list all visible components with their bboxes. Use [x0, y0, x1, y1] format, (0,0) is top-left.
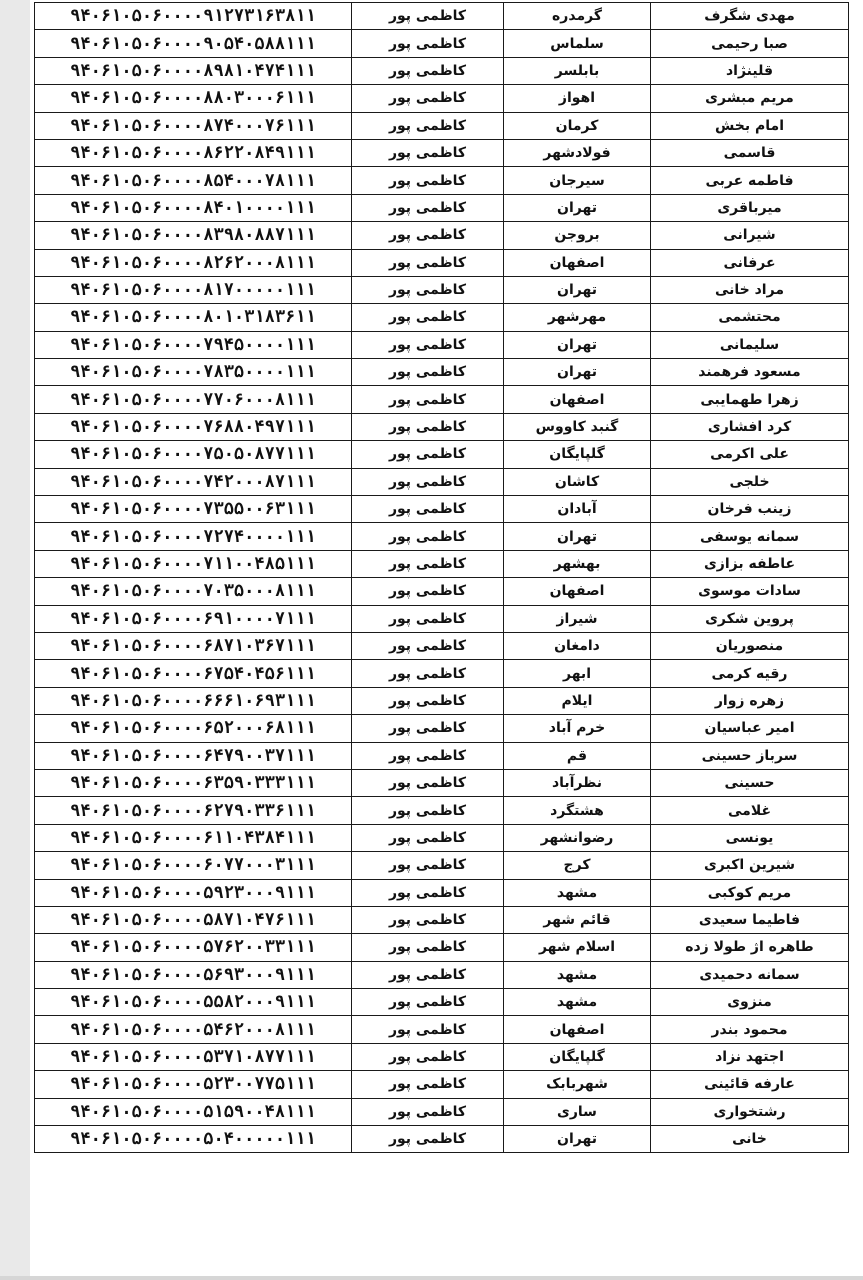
city-cell: گرمدره	[504, 3, 651, 30]
name-cell: سرباز حسینی	[651, 742, 849, 769]
name-cell: قلینژاد	[651, 57, 849, 84]
table-row	[35, 523, 849, 550]
table-row	[35, 578, 849, 605]
name-cell: سادات موسوی	[651, 578, 849, 605]
surname-cell: کاظمی پور	[352, 879, 504, 906]
iban-cell: ۹۴۰۶۱۰۵۰۶۰۰۰۰۶۲۷۹۰۳۳۶۱۱۱	[35, 797, 352, 824]
surname-cell: کاظمی پور	[352, 112, 504, 139]
surname-cell: کاظمی پور	[352, 496, 504, 523]
name-cell: زهرا طهمایبی	[651, 386, 849, 413]
iban-cell: ۹۴۰۶۱۰۵۰۶۰۰۰۰۷۲۷۴۰۰۰۰۱۱۱	[35, 523, 352, 550]
iban-cell: ۹۴۰۶۱۰۵۰۶۰۰۰۰۷۷۰۶۰۰۰۸۱۱۱	[35, 386, 352, 413]
iban-table	[34, 2, 849, 1153]
surname-cell: کاظمی پور	[352, 1043, 504, 1070]
table-row	[35, 660, 849, 687]
city-cell: تهران	[504, 331, 651, 358]
table-body	[35, 3, 849, 1153]
table-row	[35, 715, 849, 742]
surname-cell: کاظمی پور	[352, 769, 504, 796]
name-cell: عرفانی	[651, 249, 849, 276]
city-cell: گلپایگان	[504, 441, 651, 468]
surname-cell: کاظمی پور	[352, 30, 504, 57]
iban-cell: ۹۴۰۶۱۰۵۰۶۰۰۰۰۸۸۰۳۰۰۰۶۱۱۱	[35, 85, 352, 112]
table-row	[35, 441, 849, 468]
iban-cell: ۹۴۰۶۱۰۵۰۶۰۰۰۰۶۶۶۱۰۶۹۳۱۱۱	[35, 687, 352, 714]
name-cell: منصوریان	[651, 632, 849, 659]
surname-cell: کاظمی پور	[352, 139, 504, 166]
table-row	[35, 57, 849, 84]
city-cell: شیراز	[504, 605, 651, 632]
name-cell: رقیه کرمی	[651, 660, 849, 687]
table-row	[35, 605, 849, 632]
name-cell: طاهره اژ طولا زده	[651, 934, 849, 961]
city-cell: مشهد	[504, 961, 651, 988]
left-margin	[0, 0, 30, 1280]
city-cell: آبادان	[504, 496, 651, 523]
page-bottom-edge	[0, 1276, 863, 1280]
name-cell: زهره زوار	[651, 687, 849, 714]
iban-cell: ۹۴۰۶۱۰۵۰۶۰۰۰۰۵۵۸۲۰۰۰۹۱۱۱	[35, 989, 352, 1016]
iban-cell: ۹۴۰۶۱۰۵۰۶۰۰۰۰۶۹۱۰۰۰۰۷۱۱۱	[35, 605, 352, 632]
table-row	[35, 550, 849, 577]
surname-cell: کاظمی پور	[352, 1126, 504, 1153]
surname-cell: کاظمی پور	[352, 1098, 504, 1125]
city-cell: مهرشهر	[504, 304, 651, 331]
iban-cell: ۹۴۰۶۱۰۵۰۶۰۰۰۰۶۵۲۰۰۰۶۸۱۱۱	[35, 715, 352, 742]
table-row	[35, 222, 849, 249]
table-row	[35, 3, 849, 30]
name-cell: مریم مبشری	[651, 85, 849, 112]
table-row	[35, 331, 849, 358]
city-cell: گلپایگان	[504, 1043, 651, 1070]
iban-cell: ۹۴۰۶۱۰۵۰۶۰۰۰۰۵۹۲۳۰۰۰۹۱۱۱	[35, 879, 352, 906]
city-cell: تهران	[504, 359, 651, 386]
surname-cell: کاظمی پور	[352, 934, 504, 961]
city-cell: اصفهان	[504, 578, 651, 605]
table-row	[35, 632, 849, 659]
surname-cell: کاظمی پور	[352, 578, 504, 605]
iban-cell: ۹۴۰۶۱۰۵۰۶۰۰۰۰۸۱۷۰۰۰۰۰۱۱۱	[35, 276, 352, 303]
city-cell: اصفهان	[504, 1016, 651, 1043]
table-row	[35, 1043, 849, 1070]
name-cell: کرد افشاری	[651, 413, 849, 440]
city-cell: تهران	[504, 523, 651, 550]
surname-cell: کاظمی پور	[352, 660, 504, 687]
surname-cell: کاظمی پور	[352, 906, 504, 933]
city-cell: ابهر	[504, 660, 651, 687]
table-row	[35, 30, 849, 57]
surname-cell: کاظمی پور	[352, 3, 504, 30]
city-cell: مشهد	[504, 989, 651, 1016]
iban-cell: ۹۴۰۶۱۰۵۰۶۰۰۰۰۵۱۵۹۰۰۴۸۱۱۱	[35, 1098, 352, 1125]
city-cell: سیرجان	[504, 167, 651, 194]
document-page	[34, 0, 856, 1276]
surname-cell: کاظمی پور	[352, 687, 504, 714]
name-cell: مهدی شگرف	[651, 3, 849, 30]
name-cell: منزوی	[651, 989, 849, 1016]
name-cell: غلامی	[651, 797, 849, 824]
surname-cell: کاظمی پور	[352, 550, 504, 577]
city-cell: نظرآباد	[504, 769, 651, 796]
name-cell: مراد خانی	[651, 276, 849, 303]
iban-cell: ۹۴۰۶۱۰۵۰۶۰۰۰۰۷۳۵۵۰۰۶۳۱۱۱	[35, 496, 352, 523]
surname-cell: کاظمی پور	[352, 331, 504, 358]
table-row	[35, 906, 849, 933]
iban-cell: ۹۴۰۶۱۰۵۰۶۰۰۰۰۵۰۴۰۰۰۰۰۱۱۱	[35, 1126, 352, 1153]
city-cell: کرج	[504, 852, 651, 879]
name-cell: صبا رحیمی	[651, 30, 849, 57]
iban-cell: ۹۴۰۶۱۰۵۰۶۰۰۰۰۵۷۶۲۰۰۳۳۱۱۱	[35, 934, 352, 961]
name-cell: سلیمانی	[651, 331, 849, 358]
name-cell: فاطمه عربی	[651, 167, 849, 194]
name-cell: اجتهد نزاد	[651, 1043, 849, 1070]
name-cell: علی اکرمی	[651, 441, 849, 468]
surname-cell: کاظمی پور	[352, 605, 504, 632]
table-row	[35, 1016, 849, 1043]
table-row	[35, 386, 849, 413]
city-cell: کرمان	[504, 112, 651, 139]
city-cell: سلماس	[504, 30, 651, 57]
city-cell: اصفهان	[504, 249, 651, 276]
iban-cell: ۹۴۰۶۱۰۵۰۶۰۰۰۰۷۱۱۰۰۴۸۵۱۱۱	[35, 550, 352, 577]
surname-cell: کاظمی پور	[352, 222, 504, 249]
city-cell: خرم آباد	[504, 715, 651, 742]
city-cell: قائم شهر	[504, 906, 651, 933]
city-cell: اسلام شهر	[504, 934, 651, 961]
name-cell: عاطفه بزازی	[651, 550, 849, 577]
city-cell: شهربابک	[504, 1071, 651, 1098]
table-row	[35, 852, 849, 879]
iban-cell: ۹۴۰۶۱۰۵۰۶۰۰۰۰۹۰۵۴۰۵۸۸۱۱۱	[35, 30, 352, 57]
name-cell: امام بخش	[651, 112, 849, 139]
name-cell: پروین شکری	[651, 605, 849, 632]
city-cell: بابلسر	[504, 57, 651, 84]
iban-cell: ۹۴۰۶۱۰۵۰۶۰۰۰۰۶۱۱۰۴۳۸۴۱۱۱	[35, 824, 352, 851]
name-cell: مریم کوکبی	[651, 879, 849, 906]
iban-cell: ۹۴۰۶۱۰۵۰۶۰۰۰۰۸۷۴۰۰۰۷۶۱۱۱	[35, 112, 352, 139]
name-cell: محمود بندر	[651, 1016, 849, 1043]
surname-cell: کاظمی پور	[352, 715, 504, 742]
iban-cell: ۹۴۰۶۱۰۵۰۶۰۰۰۰۶۴۷۹۰۰۳۷۱۱۱	[35, 742, 352, 769]
name-cell: حسینی	[651, 769, 849, 796]
table-row	[35, 112, 849, 139]
table-row	[35, 85, 849, 112]
surname-cell: کاظمی پور	[352, 797, 504, 824]
table-row	[35, 989, 849, 1016]
table-row	[35, 194, 849, 221]
city-cell: تهران	[504, 194, 651, 221]
surname-cell: کاظمی پور	[352, 1071, 504, 1098]
city-cell: کاشان	[504, 468, 651, 495]
iban-cell: ۹۴۰۶۱۰۵۰۶۰۰۰۰۵۶۹۳۰۰۰۹۱۱۱	[35, 961, 352, 988]
table-row	[35, 249, 849, 276]
surname-cell: کاظمی پور	[352, 468, 504, 495]
iban-cell: ۹۴۰۶۱۰۵۰۶۰۰۰۰۸۹۸۱۰۴۷۴۱۱۱	[35, 57, 352, 84]
name-cell: زینب فرخان	[651, 496, 849, 523]
city-cell: ایلام	[504, 687, 651, 714]
table-row	[35, 879, 849, 906]
iban-cell: ۹۴۰۶۱۰۵۰۶۰۰۰۰۶۳۵۹۰۳۳۳۱۱۱	[35, 769, 352, 796]
name-cell: عارفه قائینی	[651, 1071, 849, 1098]
surname-cell: کاظمی پور	[352, 249, 504, 276]
iban-cell: ۹۴۰۶۱۰۵۰۶۰۰۰۰۵۳۷۱۰۸۷۷۱۱۱	[35, 1043, 352, 1070]
name-cell: خانی	[651, 1126, 849, 1153]
table-row	[35, 276, 849, 303]
name-cell: سمانه یوسفی	[651, 523, 849, 550]
surname-cell: کاظمی پور	[352, 194, 504, 221]
name-cell: میرباقری	[651, 194, 849, 221]
city-cell: تهران	[504, 276, 651, 303]
surname-cell: کاظمی پور	[352, 359, 504, 386]
surname-cell: کاظمی پور	[352, 85, 504, 112]
table-row	[35, 413, 849, 440]
iban-cell: ۹۴۰۶۱۰۵۰۶۰۰۰۰۹۱۲۷۳۱۶۳۸۱۱	[35, 3, 352, 30]
name-cell: رشتخواری	[651, 1098, 849, 1125]
iban-cell: ۹۴۰۶۱۰۵۰۶۰۰۰۰۶۷۵۴۰۴۵۶۱۱۱	[35, 660, 352, 687]
surname-cell: کاظمی پور	[352, 523, 504, 550]
iban-cell: ۹۴۰۶۱۰۵۰۶۰۰۰۰۷۹۴۵۰۰۰۰۱۱۱	[35, 331, 352, 358]
iban-cell: ۹۴۰۶۱۰۵۰۶۰۰۰۰۵۴۶۲۰۰۰۸۱۱۱	[35, 1016, 352, 1043]
name-cell: شیرانی	[651, 222, 849, 249]
iban-cell: ۹۴۰۶۱۰۵۰۶۰۰۰۰۸۰۱۰۳۱۸۳۶۱۱	[35, 304, 352, 331]
surname-cell: کاظمی پور	[352, 1016, 504, 1043]
name-cell: یونسی	[651, 824, 849, 851]
surname-cell: کاظمی پور	[352, 413, 504, 440]
city-cell: بهشهر	[504, 550, 651, 577]
name-cell: مسعود فرهمند	[651, 359, 849, 386]
iban-cell: ۹۴۰۶۱۰۵۰۶۰۰۰۰۶۸۷۱۰۳۶۷۱۱۱	[35, 632, 352, 659]
surname-cell: کاظمی پور	[352, 742, 504, 769]
city-cell: اهواز	[504, 85, 651, 112]
table-row	[35, 769, 849, 796]
table-row	[35, 468, 849, 495]
iban-cell: ۹۴۰۶۱۰۵۰۶۰۰۰۰۷۵۰۵۰۸۷۷۱۱۱	[35, 441, 352, 468]
city-cell: هشتگرد	[504, 797, 651, 824]
iban-cell: ۹۴۰۶۱۰۵۰۶۰۰۰۰۸۶۲۲۰۸۴۹۱۱۱	[35, 139, 352, 166]
iban-cell: ۹۴۰۶۱۰۵۰۶۰۰۰۰۸۵۴۰۰۰۷۸۱۱۱	[35, 167, 352, 194]
table-row	[35, 1126, 849, 1153]
table-row	[35, 742, 849, 769]
iban-cell: ۹۴۰۶۱۰۵۰۶۰۰۰۰۷۰۳۵۰۰۰۸۱۱۱	[35, 578, 352, 605]
table-row	[35, 304, 849, 331]
table-row	[35, 496, 849, 523]
name-cell: محتشمی	[651, 304, 849, 331]
surname-cell: کاظمی پور	[352, 852, 504, 879]
city-cell: فولادشهر	[504, 139, 651, 166]
table-row	[35, 167, 849, 194]
table-row	[35, 1071, 849, 1098]
table-row	[35, 824, 849, 851]
iban-cell: ۹۴۰۶۱۰۵۰۶۰۰۰۰۸۴۰۱۰۰۰۰۱۱۱	[35, 194, 352, 221]
table-row	[35, 1098, 849, 1125]
table-row	[35, 359, 849, 386]
iban-cell: ۹۴۰۶۱۰۵۰۶۰۰۰۰۵۲۳۰۰۷۷۵۱۱۱	[35, 1071, 352, 1098]
surname-cell: کاظمی پور	[352, 824, 504, 851]
surname-cell: کاظمی پور	[352, 276, 504, 303]
city-cell: مشهد	[504, 879, 651, 906]
name-cell: قاسمی	[651, 139, 849, 166]
name-cell: فاطیما سعیدی	[651, 906, 849, 933]
surname-cell: کاظمی پور	[352, 304, 504, 331]
iban-cell: ۹۴۰۶۱۰۵۰۶۰۰۰۰۸۲۶۲۰۰۰۸۱۱۱	[35, 249, 352, 276]
city-cell: رضوانشهر	[504, 824, 651, 851]
table-row	[35, 797, 849, 824]
surname-cell: کاظمی پور	[352, 632, 504, 659]
city-cell: گنبد کاووس	[504, 413, 651, 440]
table-row	[35, 139, 849, 166]
city-cell: بروجن	[504, 222, 651, 249]
surname-cell: کاظمی پور	[352, 167, 504, 194]
city-cell: تهران	[504, 1126, 651, 1153]
surname-cell: کاظمی پور	[352, 441, 504, 468]
iban-cell: ۹۴۰۶۱۰۵۰۶۰۰۰۰۷۸۳۵۰۰۰۰۱۱۱	[35, 359, 352, 386]
iban-cell: ۹۴۰۶۱۰۵۰۶۰۰۰۰۶۰۷۷۰۰۰۳۱۱۱	[35, 852, 352, 879]
iban-cell: ۹۴۰۶۱۰۵۰۶۰۰۰۰۸۳۹۸۰۸۸۷۱۱۱	[35, 222, 352, 249]
table-row	[35, 961, 849, 988]
city-cell: اصفهان	[504, 386, 651, 413]
city-cell: ساری	[504, 1098, 651, 1125]
name-cell: سمانه دحمیدی	[651, 961, 849, 988]
iban-cell: ۹۴۰۶۱۰۵۰۶۰۰۰۰۷۴۲۰۰۰۸۷۱۱۱	[35, 468, 352, 495]
table-row	[35, 934, 849, 961]
surname-cell: کاظمی پور	[352, 386, 504, 413]
table-row	[35, 687, 849, 714]
name-cell: شیرین اکبری	[651, 852, 849, 879]
city-cell: دامغان	[504, 632, 651, 659]
surname-cell: کاظمی پور	[352, 961, 504, 988]
surname-cell: کاظمی پور	[352, 57, 504, 84]
name-cell: امیر عباسیان	[651, 715, 849, 742]
iban-cell: ۹۴۰۶۱۰۵۰۶۰۰۰۰۷۶۸۸۰۴۹۷۱۱۱	[35, 413, 352, 440]
iban-cell: ۹۴۰۶۱۰۵۰۶۰۰۰۰۵۸۷۱۰۴۷۶۱۱۱	[35, 906, 352, 933]
city-cell: قم	[504, 742, 651, 769]
surname-cell: کاظمی پور	[352, 989, 504, 1016]
name-cell: خلجی	[651, 468, 849, 495]
